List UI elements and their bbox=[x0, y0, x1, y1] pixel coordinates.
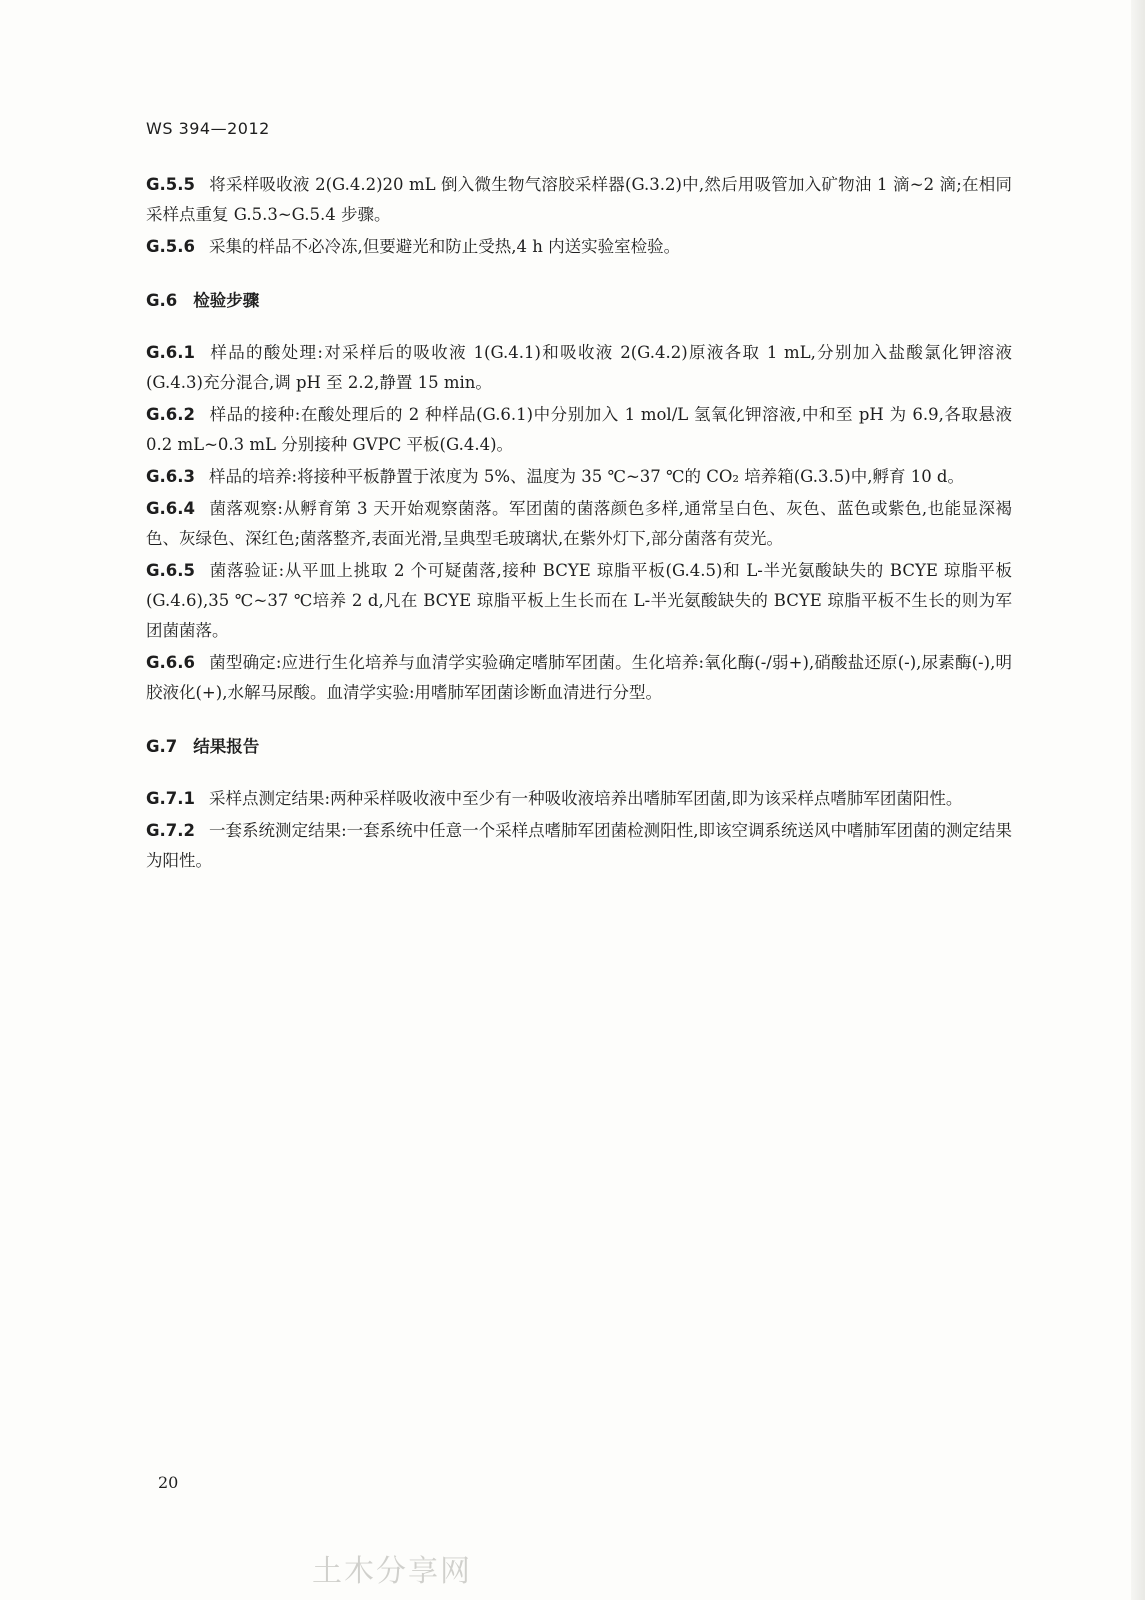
clause-paragraph bbox=[146, 462, 1012, 492]
clause-text: 菌落验证:从平皿上挑取 2 个可疑菌落,接种 BCYE 琼脂平板(G.4.5)和 L-半光氨酸缺失的 BCYE 琼脂平板(G.4.6),35 ℃~37 ℃培养 2 d,凡在 BCYE 琼脂平板上生长而在 L-半光氨酸缺失的 BCYE 琼脂平板不生长的则为军团菌菌落。 bbox=[146, 561, 1012, 640]
clause-text: 菌型确定:应进行生化培养与血清学实验确定嗜肺军团菌。生化培养:氧化酶(-/弱+),硝酸盐还原(-),尿素酶(-),明胶液化(+),水解马尿酸。血清学实验:用嗜肺军团菌诊断血清进行分型。 bbox=[146, 653, 1012, 702]
section-title: 结果报告 bbox=[193, 737, 260, 756]
clause-paragraph bbox=[146, 784, 1012, 814]
clause-number: G.5.5 bbox=[146, 175, 196, 194]
clause-text: 样品的培养:将接种平板静置于浓度为 5%、温度为 35 ℃~37 ℃的 CO₂ 培养箱(G.3.5)中,孵育 10 d。 bbox=[209, 467, 964, 486]
section-number: G.7 bbox=[146, 737, 178, 756]
page-number: 20 bbox=[158, 1473, 179, 1492]
document-code: WS 394—2012 bbox=[146, 119, 270, 138]
clause-number: G.6.6 bbox=[146, 653, 196, 672]
clause-text: 菌落观察:从孵育第 3 天开始观察菌落。军团菌的菌落颜色多样,通常呈白色、灰色、蓝色或紫色,也能显深褐色、灰绿色、深红色;菌落整齐,表面光滑,呈典型毛玻璃状,在紫外灯下,部分菌落有荧光。 bbox=[146, 499, 1012, 548]
clause-number: G.7.2 bbox=[146, 821, 196, 840]
clause-paragraph bbox=[146, 556, 1012, 646]
clause-paragraph bbox=[146, 338, 1012, 398]
clause-text: 采集的样品不必冷冻,但要避光和防止受热,4 h 内送实验室检验。 bbox=[209, 237, 681, 256]
clause-text: 样品的接种:在酸处理后的 2 种样品(G.6.1)中分别加入 1 mol/L 氢氧化钾溶液,中和至 pH 为 6.9,各取悬液 0.2 mL~0.3 mL 分别接种 GVPC 平板(G.4.4)。 bbox=[146, 405, 1012, 454]
clause-paragraph bbox=[146, 170, 1012, 230]
section-title: 检验步骤 bbox=[193, 291, 260, 310]
clause-text: 将采样吸收液 2(G.4.2)20 mL 倒入微生物气溶胶采样器(G.3.2)中,然后用吸管加入矿物油 1 滴~2 滴;在相同采样点重复 G.5.3~G.5.4 步骤。 bbox=[146, 175, 1012, 224]
clause-number: G.6.3 bbox=[146, 467, 196, 486]
clause-paragraph bbox=[146, 400, 1012, 460]
document-body bbox=[146, 170, 1012, 878]
clause-paragraph bbox=[146, 816, 1012, 876]
clause-text: 样品的酸处理:对采样后的吸收液 1(G.4.1)和吸收液 2(G.4.2)原液各取 1 mL,分别加入盐酸氯化钾溶液(G.4.3)充分混合,调 pH 至 2.2,静置 15 min。 bbox=[146, 343, 1012, 392]
clause-paragraph bbox=[146, 232, 1012, 262]
clause-text: 一套系统测定结果:一套系统中任意一个采样点嗜肺军团菌检测阳性,即该空调系统送风中嗜肺军团菌的测定结果为阳性。 bbox=[146, 821, 1012, 870]
clause-text: 采样点测定结果:两种采样吸收液中至少有一种吸收液培养出嗜肺军团菌,即为该采样点嗜肺军团菌阳性。 bbox=[209, 789, 963, 808]
clause-number: G.6.4 bbox=[146, 499, 196, 518]
clause-number: G.6.1 bbox=[146, 343, 196, 362]
section-number: G.6 bbox=[146, 291, 178, 310]
section-heading bbox=[146, 732, 1012, 762]
section-heading bbox=[146, 286, 1012, 316]
clause-number: G.6.2 bbox=[146, 405, 196, 424]
clause-paragraph bbox=[146, 648, 1012, 708]
watermark: 土木分享网 bbox=[312, 1554, 472, 1589]
page-edge-shadow bbox=[1131, 0, 1145, 1600]
clause-paragraph bbox=[146, 494, 1012, 554]
clause-number: G.6.5 bbox=[146, 561, 196, 580]
clause-number: G.7.1 bbox=[146, 789, 196, 808]
clause-number: G.5.6 bbox=[146, 237, 196, 256]
